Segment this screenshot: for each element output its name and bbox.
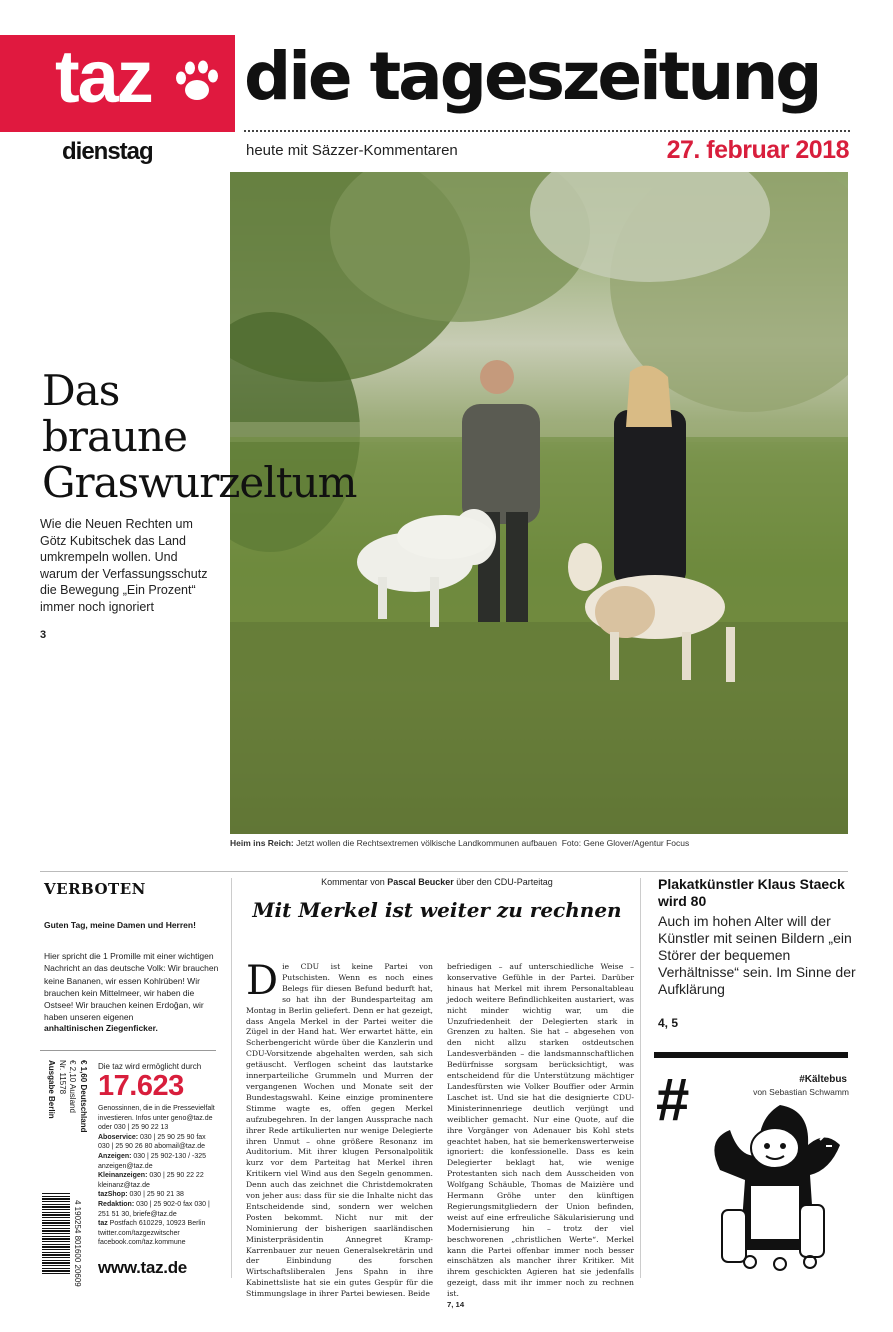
- lead-page-ref[interactable]: 3: [40, 629, 47, 641]
- imprint-value: 030 | 25 902-0 fax 030 | 251 51 30, briefe@taz.de: [98, 1200, 210, 1218]
- kommentar-author: Pascal Beucker: [387, 877, 454, 887]
- verboten-signature: anhaltinischen Ziegenficker.: [44, 1023, 158, 1033]
- imprint: [98, 1104, 218, 1248]
- kaeltebus-tag[interactable]: #Kältebus: [799, 1074, 847, 1085]
- teaser-title[interactable]: Plakatkünstler Klaus Staeck wird 80: [658, 876, 845, 909]
- paw-icon: [172, 58, 222, 108]
- imprint-line: [98, 1171, 218, 1190]
- kommentar-column-2: [447, 962, 634, 1311]
- kommentar-body: [246, 958, 634, 1310]
- verboten-title: VERBOTEN: [44, 880, 146, 898]
- imprint-line: [98, 1190, 218, 1200]
- masthead-tagline: heute mit Säzzer-Kommentaren: [246, 142, 458, 159]
- barcode-number: 4 190254 801600 20609: [73, 1200, 82, 1287]
- imprint-value: Postfach 610229, 10923 Berlin twitter.com/tazgezwitscher facebook.com/taz.kommune: [98, 1220, 206, 1247]
- headline-line: Das: [42, 366, 120, 415]
- imprint-label: Redaktion:: [98, 1200, 135, 1208]
- imprint-value: 030 | 25 90 21 38: [127, 1191, 184, 1199]
- verboten-divider: [40, 1050, 216, 1051]
- caption-lead: Heim ins Reich:: [230, 838, 294, 848]
- taz-logo[interactable]: taz: [55, 35, 152, 118]
- headline-line: Graswurzeltum: [42, 458, 357, 507]
- lead-deck: Wie die Neuen Rechten um Götz Kubitschek das Land umkrempeln wollen. Und warum der Verfassungsschutz die Bewegung „Ein Prozent“ immer noch ignoriert: [40, 517, 208, 614]
- masthead-divider: [244, 130, 850, 132]
- photo-caption: [230, 838, 689, 848]
- kaeltebus-illustration: [700, 1100, 850, 1276]
- issue-number: Nr. 11578: [58, 1060, 67, 1095]
- teaser-page-ref[interactable]: 4, 5: [658, 1016, 679, 1030]
- photo-credit: Foto: Gene Glover/Agentur Focus: [561, 838, 690, 848]
- weekday: dienstag: [62, 138, 153, 165]
- imprint-line: [98, 1152, 218, 1171]
- column-divider: [231, 878, 232, 1278]
- dropcap: D: [246, 958, 279, 1004]
- imprint-line: [98, 1200, 218, 1219]
- kommentar-column-1: [246, 958, 433, 1300]
- kommentar-kicker: [232, 877, 642, 887]
- hashtag-icon: #: [656, 1066, 690, 1133]
- imprint-label: Anzeigen:: [98, 1152, 132, 1160]
- verboten-greeting: Guten Tag, meine Damen und Herren!: [44, 920, 196, 930]
- teaser-divider: [654, 1052, 848, 1058]
- kicker-prefix: Kommentar von: [321, 877, 388, 887]
- price-germany: € 1,60 Deutschland: [79, 1060, 88, 1133]
- newspaper-title: die tageszeitung: [244, 38, 820, 115]
- teaser-body: Auch im hohen Alter will der Künstler mit seinen Bildern „ein Störer der bequemen Verhältnisse“ sein. Im Sinne der Aufklärung: [658, 913, 856, 997]
- imprint-line: [98, 1133, 218, 1152]
- price-abroad: € 2,10 Ausland: [68, 1060, 77, 1113]
- imprint-label: Kleinanzeigen:: [98, 1172, 148, 1180]
- imprint-label: tazShop:: [98, 1191, 128, 1199]
- kommentar-text-1: ie CDU ist keine Partei von Putschisten. Wenn es noch eines Belegs für diesen Befund bedurft hat, so hat ihn der Bundesparteitag am Montag in Berlin geliefert. Denn er hat gezeigt, dass Angela Merkel in der Partei weiter die Zügel in der Hand hat. Wer erwartet hätte, ein Scherbengericht würde über die Kanzlerin und CDU-Vorsitzende abgehalten werden, sah sich getäuscht. Verflogen scheint das lautstarke innerparteiliche Grummeln und Murren der vergangenen Wochen und Monate seit der Bundestagswahl. Keine einzige prominentere Stimme wagte es, offen gegen Merkel aufzubegehren. In der langen Aussprache nach ihrer Rede artikulierten nur wenige Delegierte ihren Unmut – ohne größere Resonanz im Auditorium. Mit ihrer klugen Personalpolitik kurz vor dem Parteitag hat Merkel ihren Kritikern viel Wind aus den Segeln genommen. Denn auch das zeichnet die Christdemokraten von jeher aus: dass für sie die Inhalte nicht das Entscheidende sind, sondern wer welchen Posten bekommt. Nicht nur mit der Nominierung der bisherigen saarländischen Ministerpräsidentin Annegret Kramp-Karrenbauer zur neuen Generalsekretärin und der Einbindung des forschen Wirtschaftsliberalen Jens Spahn in ihre Kabinettsliste hat sie ein gutes Gespür für die Stimmungslage in ihrer Partei bewiesen. Beide: [246, 962, 433, 1299]
- kommentar-text-2: befriedigen – auf unterschiedliche Weise – konservative Gefühle in der Partei. Darüber hinaus hat Merkel mit ihrem Personaltableau jedoch weitere Befindlichkeiten austariert, was nicht minder wichtig war, um die Unzufriedenheit der Delegierten stark in Grenzen zu halten. Sie hat – abgesehen von den nicht allzu starken ostdeutschen Landesverbänden – die landsmannschaftlichen Bedürfnisse sorgsam berücksichtigt, was entscheidend für die Unterstützung mächtiger Landesfürsten wie Volker Bouffier oder Armin Laschet ist. Und sie hat die designierte CDU-Ministerinnenriege deutlich verjüngt und weiblicher gemacht. Nur eine Quote, auf die ihre Vorgänger von Adenauer bis Kohl stets geachtet haben, hat sie bemerkenswerterweise ignoriert: die konfessionelle. Dass es kein Delegierter beklagt hat, wie wenige Protestanten sich nach dem Ausscheiden von Wolfgang Schäuble, Thomas de Maizière und Hermann Gröhe unter den künftigen Regierungsmitgliedern der Union befinden, weist auf eine erfreuliche Säkularisierung und Modernisierung hin – trotz der viel beschworenen „christlichen Werte“. Merkel kann die Partei offenbar immer noch besser einschätzen als mancher ihrer Kritiker. Mit ihrem geschickten Agieren hat sie jedenfalls gezeigt, dass mit ihr immer noch zu rechnen ist.: [447, 962, 634, 1299]
- imprint-value: 030 | 25 902-130 / -325 anzeigen@taz.de: [98, 1152, 207, 1170]
- kommentar-title[interactable]: Mit Merkel ist weiter zu rechnen: [252, 898, 622, 922]
- imprint-value: 030 | 25 90 25 90 fax 030 | 25 90 26 80 abomail@taz.de: [98, 1133, 206, 1151]
- issue-date: 27. februar 2018: [666, 136, 849, 164]
- imprint-value: 030 | 25 90 22 22 kleinanz@taz.de: [98, 1172, 204, 1189]
- imprint-label: Aboservice:: [98, 1133, 139, 1141]
- verboten-body: Hier spricht die 1 Promille mit einer wichtigen Nachricht an das deutsche Volk: Wir brauchen keine Bananen, wir essen Kohlrüben! Wir brauchen kein Mittelmeer, wir haben die Ostsee! Wir brauchen keinen Erdoğan, wir haben unseren eigenen: [44, 951, 219, 1023]
- supporters-note: Die taz wird ermöglicht durch: [98, 1062, 202, 1071]
- kaeltebus-credit: von Sebastian Schwamm: [753, 1087, 849, 1097]
- headline-line: braune: [42, 412, 187, 461]
- imprint-line: [98, 1219, 218, 1248]
- column-divider: [640, 878, 641, 1278]
- lead-headline[interactable]: [42, 368, 356, 506]
- supporters-count: 17.623: [98, 1070, 184, 1102]
- section-divider: [40, 871, 848, 872]
- kommentar-page-ref[interactable]: 7, 14: [447, 1300, 465, 1310]
- edition: Ausgabe Berlin: [47, 1060, 56, 1119]
- caption-text: Jetzt wollen die Rechtsextremen völkische Landkommunen aufbauen: [293, 838, 557, 848]
- website-link[interactable]: www.taz.de: [98, 1258, 187, 1277]
- supporters-text: Genossinnen, die in die Pressevielfalt investieren. Infos unter geno@taz.de oder 030 | 25 90 22 13: [98, 1105, 215, 1132]
- barcode: [42, 1192, 70, 1274]
- imprint-label: taz: [98, 1220, 108, 1228]
- kicker-suffix: über den CDU-Parteitag: [453, 877, 553, 887]
